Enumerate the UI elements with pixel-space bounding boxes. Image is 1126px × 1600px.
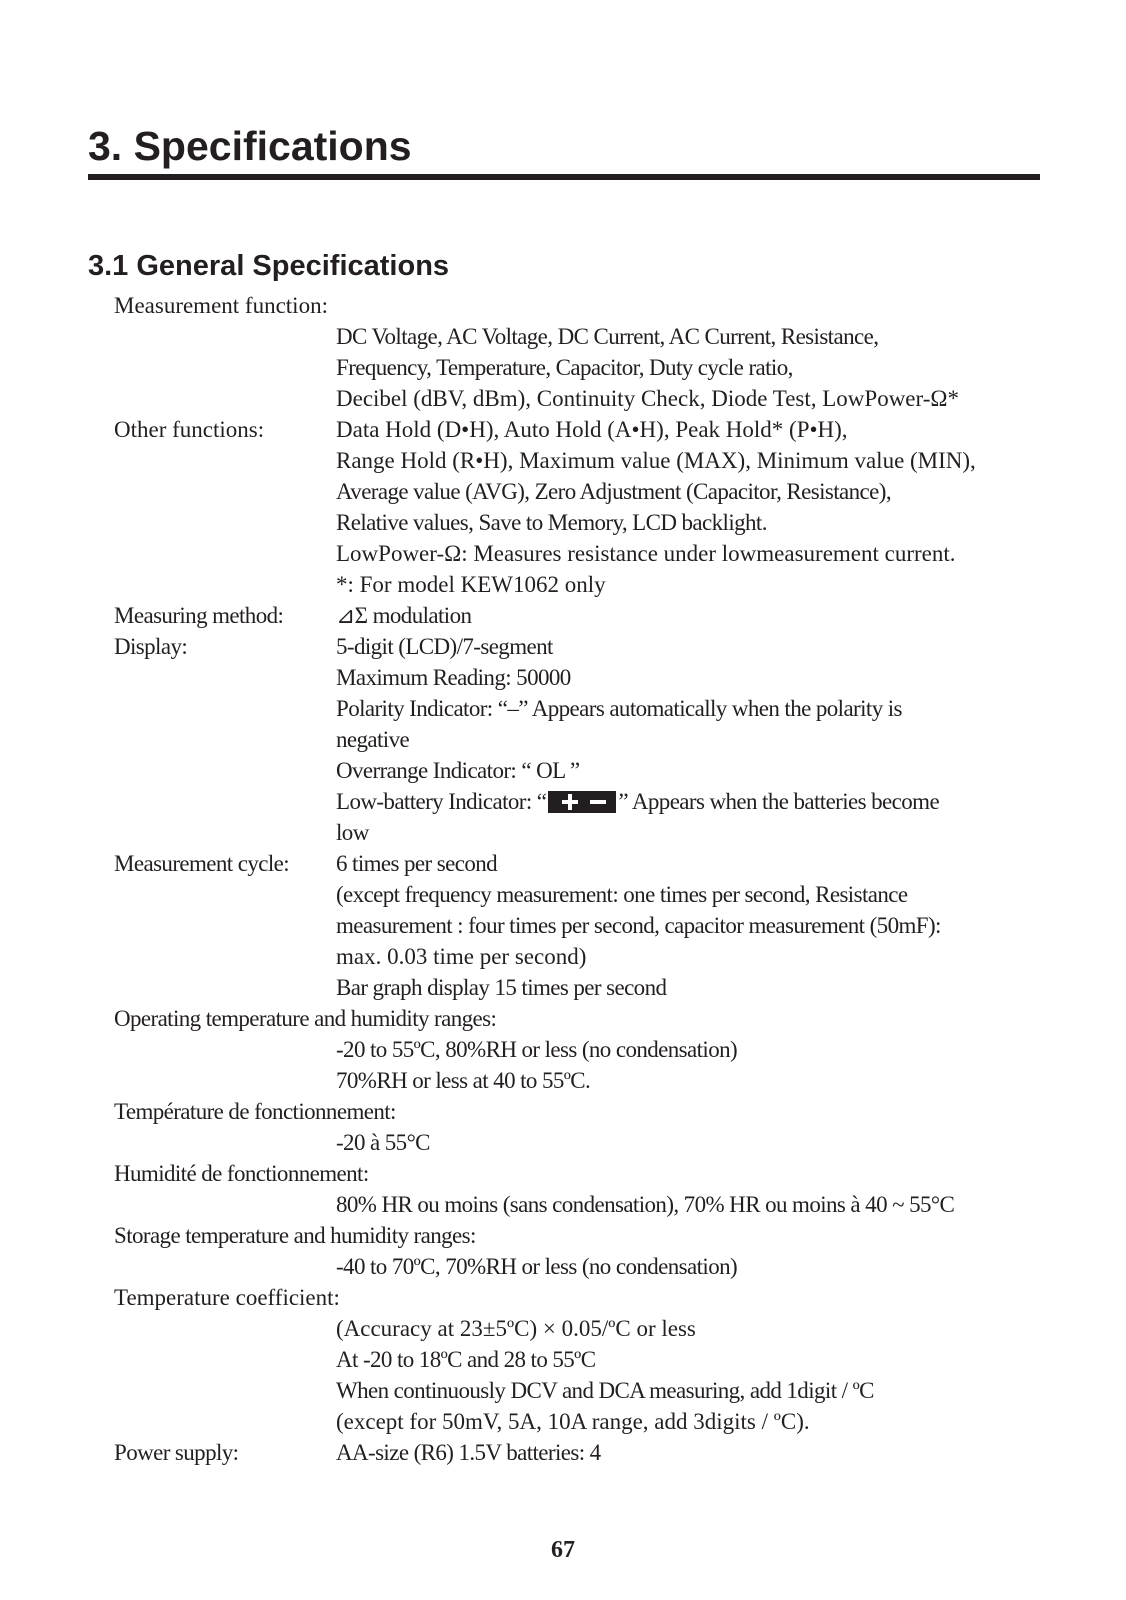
- spec-value: negative: [336, 727, 410, 752]
- spec-label: Measurement cycle:: [114, 851, 290, 876]
- spec-value: 5-digit (LCD)/7-segment: [336, 634, 553, 659]
- spec-row: [0, 414, 1126, 445]
- spec-row: [0, 383, 1126, 414]
- spec-value: Frequency, Temperature, Capacitor, Duty cycle ratio,: [336, 355, 793, 380]
- spec-row: [0, 1096, 1126, 1127]
- spec-value: (except for 50mV, 5A, 10A range, add 3digits / ºC).: [336, 1409, 810, 1434]
- spec-row: [0, 1220, 1126, 1251]
- spec-value: measurement : four times per second, capacitor measurement (50mF):: [336, 913, 941, 938]
- spec-value: Maximum Reading: 50000: [336, 665, 571, 690]
- spec-value: Average value (AVG), Zero Adjustment (Capacitor, Resistance),: [336, 479, 891, 504]
- spec-label: Temperature coefficient:: [114, 1285, 340, 1310]
- spec-row: [0, 910, 1126, 941]
- spec-value: low: [336, 820, 369, 845]
- spec-row: [0, 755, 1126, 786]
- spec-value: (except frequency measurement: one times per second, Resistance: [336, 882, 908, 907]
- low-battery-text-after: ” Appears when the batteries become: [618, 789, 940, 814]
- spec-row: [0, 1127, 1126, 1158]
- spec-value: AA-size (R6) 1.5V batteries: 4: [336, 1440, 601, 1465]
- title-underline: [88, 174, 1040, 180]
- spec-row: [0, 600, 1126, 631]
- spec-row: [0, 1003, 1126, 1034]
- spec-label: Storage temperature and humidity ranges:: [114, 1223, 476, 1248]
- spec-value: ⊿Σ modulation: [336, 603, 472, 628]
- spec-value: Relative values, Save to Memory, LCD backlight.: [336, 510, 767, 535]
- spec-row: [0, 1251, 1126, 1282]
- page-number: 67: [551, 1537, 575, 1563]
- spec-label: Measurement function:: [114, 293, 328, 318]
- chapter-title: 3. Specifications: [88, 123, 412, 169]
- spec-row: [0, 817, 1126, 848]
- spec-row: [0, 848, 1126, 879]
- spec-row: [0, 290, 1126, 321]
- spec-row: [0, 1375, 1126, 1406]
- spec-list: [0, 290, 1126, 1468]
- spec-value: LowPower-Ω: Measures resistance under lowmeasurement current.: [336, 541, 956, 566]
- spec-row: [0, 662, 1126, 693]
- spec-row: [0, 507, 1126, 538]
- spec-value: Overrange Indicator: “ OL ”: [336, 758, 580, 783]
- spec-value: 70%RH or less at 40 to 55ºC.: [336, 1068, 591, 1093]
- spec-row-low-battery: [0, 786, 1126, 817]
- spec-value: Range Hold (R•H), Maximum value (MAX), Minimum value (MIN),: [336, 448, 976, 473]
- spec-row: [0, 476, 1126, 507]
- spec-label: Operating temperature and humidity ranges:: [114, 1006, 497, 1031]
- spec-value: 80% HR ou moins (sans condensation), 70% HR ou moins à 40 ~ 55°C: [336, 1192, 955, 1217]
- spec-label: Power supply:: [114, 1440, 239, 1465]
- spec-row: [0, 1344, 1126, 1375]
- spec-label: Measuring method:: [114, 603, 284, 628]
- spec-value: *: For model KEW1062 only: [336, 572, 606, 597]
- spec-row: [0, 693, 1126, 724]
- spec-row: [0, 1282, 1126, 1313]
- spec-label: Display:: [114, 634, 188, 659]
- spec-label: Other functions:: [114, 417, 265, 442]
- battery-plus-minus-icon: [548, 791, 616, 813]
- spec-value: When continuously DCV and DCA measuring, add 1digit / ºC: [336, 1378, 874, 1403]
- low-battery-text-before: Low-battery Indicator: “: [336, 789, 547, 814]
- spec-value: [336, 786, 939, 817]
- spec-row: [0, 352, 1126, 383]
- spec-row: [0, 1034, 1126, 1065]
- spec-value: (Accuracy at 23±5ºC) × 0.05/ºC or less: [336, 1316, 696, 1341]
- spec-value: -20 à 55°C: [336, 1130, 430, 1155]
- spec-value: -20 to 55ºC, 80%RH or less (no condensation): [336, 1037, 738, 1062]
- spec-row: [0, 1065, 1126, 1096]
- spec-row: [0, 879, 1126, 910]
- section-title: 3.1 General Specifications: [88, 250, 450, 282]
- spec-value: 6 times per second: [336, 851, 498, 876]
- spec-row: [0, 569, 1126, 600]
- spec-value: Decibel (dBV, dBm), Continuity Check, Diode Test, LowPower-Ω*: [336, 386, 959, 411]
- spec-value: Polarity Indicator: “–” Appears automatically when the polarity is: [336, 696, 902, 721]
- spec-row: [0, 321, 1126, 352]
- spec-value: At -20 to 18ºC and 28 to 55ºC: [336, 1347, 596, 1372]
- spec-row: [0, 1313, 1126, 1344]
- spec-row: [0, 445, 1126, 476]
- spec-row: [0, 538, 1126, 569]
- spec-row: [0, 631, 1126, 662]
- spec-row: [0, 1158, 1126, 1189]
- spec-label: Température de fonctionnement:: [114, 1099, 396, 1124]
- spec-value: Data Hold (D•H), Auto Hold (A•H), Peak Hold* (P•H),: [336, 417, 848, 442]
- spec-label: Humidité de fonctionnement:: [114, 1161, 369, 1186]
- spec-row: [0, 972, 1126, 1003]
- spec-row: [0, 1189, 1126, 1220]
- spec-row: [0, 1437, 1126, 1468]
- spec-value: DC Voltage, AC Voltage, DC Current, AC Current, Resistance,: [336, 324, 879, 349]
- spec-row: [0, 1406, 1126, 1437]
- spec-row: [0, 724, 1126, 755]
- spec-value: max. 0.03 time per second): [336, 944, 587, 969]
- spec-value: -40 to 70ºC, 70%RH or less (no condensation): [336, 1254, 738, 1279]
- spec-row: [0, 941, 1126, 972]
- spec-value: Bar graph display 15 times per second: [336, 975, 667, 1000]
